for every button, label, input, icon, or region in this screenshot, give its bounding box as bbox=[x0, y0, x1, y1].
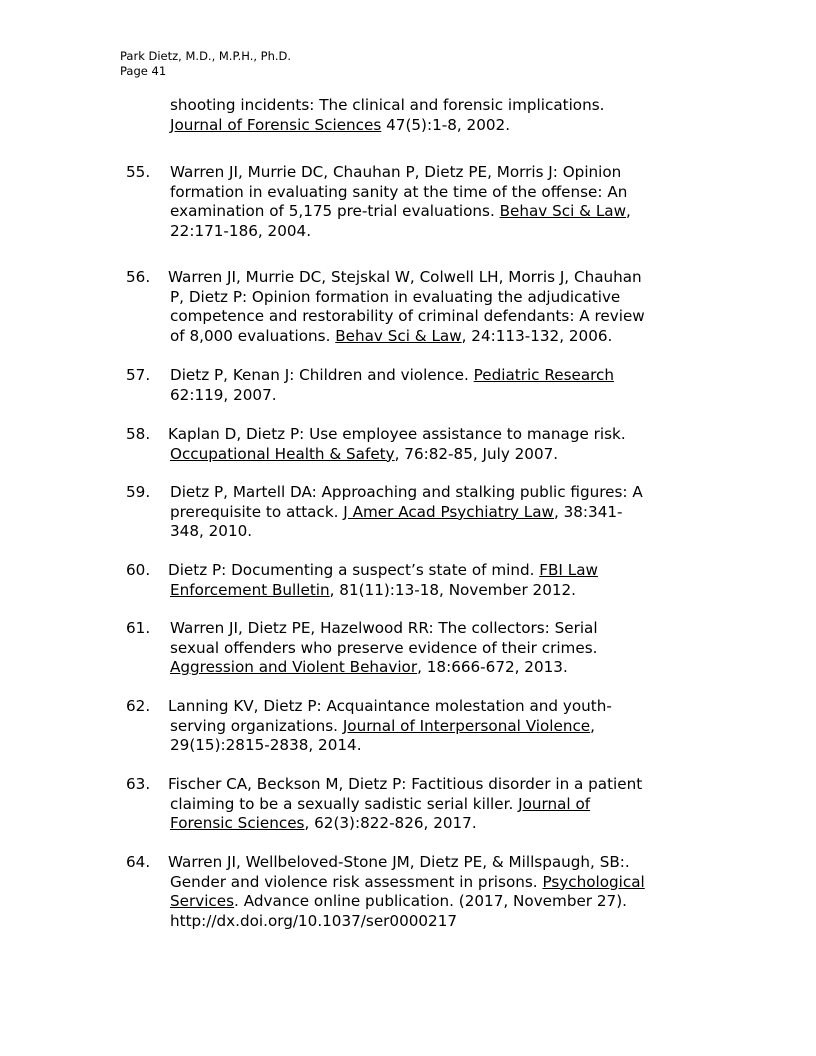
ref-text-line bbox=[170, 658, 706, 678]
ref-text-line bbox=[170, 116, 706, 136]
ref-text-line bbox=[170, 445, 706, 465]
journal-title: Aggression and Violent Behavior bbox=[170, 658, 418, 677]
ref-text-line bbox=[170, 892, 706, 912]
ref-text-line: competence and restorability of criminal defendants: A review bbox=[170, 307, 645, 326]
ref-text: , 18:666-672, 2013. bbox=[417, 658, 568, 677]
ref-text-line bbox=[170, 202, 706, 222]
ref-text-line bbox=[170, 795, 706, 815]
reference-number: 64. bbox=[126, 853, 151, 871]
ref-text: Gender and violence risk assessment in prisons. bbox=[170, 872, 543, 891]
reference-59 bbox=[126, 483, 706, 542]
ref-text-line: Warren JI, Dietz PE, Hazelwood RR: The collectors: Serial bbox=[170, 619, 598, 637]
ref-text: examination of 5,175 pre-trial evaluations. bbox=[170, 202, 500, 221]
ref-text-line bbox=[170, 366, 706, 386]
journal-title: Enforcement Bulletin bbox=[170, 580, 330, 599]
ref-text: , 38:341- bbox=[553, 502, 623, 521]
ref-text-line: sexual offenders who preserve evidence of their crimes. bbox=[170, 638, 598, 657]
reference-number: 63. bbox=[126, 775, 151, 793]
journal-title: Services bbox=[170, 892, 235, 911]
journal-title: Journal of bbox=[518, 794, 591, 813]
ref-text: , bbox=[626, 202, 631, 221]
ref-text: prerequisite to attack. bbox=[170, 502, 344, 521]
ref-text: , bbox=[590, 716, 595, 735]
journal-title: Occupational Health & Safety bbox=[170, 444, 395, 463]
ref-text: , 76:82-85, July 2007. bbox=[394, 444, 559, 463]
ref-text-line: P, Dietz P: Opinion formation in evaluating the adjudicative bbox=[170, 287, 621, 306]
reference-number: 55. bbox=[126, 163, 151, 181]
reference-number: 56. bbox=[126, 268, 151, 286]
header-page-number: Page 41 bbox=[120, 64, 167, 78]
reference-number: 59. bbox=[126, 483, 151, 501]
journal-title: Psychological bbox=[542, 872, 645, 891]
ref-text-line: Dietz P, Martell DA: Approaching and stalking public figures: A bbox=[170, 483, 643, 501]
reference-number: 62. bbox=[126, 697, 151, 715]
ref-text: , 62(3):822-826, 2017. bbox=[304, 814, 477, 833]
ref-text-line bbox=[170, 581, 706, 601]
journal-title: Journal of Forensic Sciences bbox=[170, 115, 382, 134]
ref-text-line: formation in evaluating sanity at the time of the offense: An bbox=[170, 182, 628, 201]
ref-text-line bbox=[168, 561, 706, 581]
ref-text-line bbox=[170, 717, 706, 737]
journal-title: J Amer Acad Psychiatry Law bbox=[343, 502, 554, 521]
journal-title: Journal of Interpersonal Violence bbox=[342, 716, 591, 735]
journal-title: Behav Sci & Law bbox=[499, 202, 627, 221]
ref-text-line: Warren JI, Murrie DC, Chauhan P, Dietz PE, Morris J: Opinion bbox=[170, 163, 622, 181]
ref-text-line: 348, 2010. bbox=[170, 522, 253, 541]
journal-title: Pediatric Research bbox=[473, 366, 615, 384]
ref-text-line: 29(15):2815-2838, 2014. bbox=[170, 736, 362, 755]
ref-text-line: Fischer CA, Beckson M, Dietz P: Factitious disorder in a patient bbox=[168, 775, 643, 793]
reference-56 bbox=[126, 268, 706, 346]
reference-58 bbox=[126, 425, 706, 464]
ref-text-line bbox=[170, 814, 706, 834]
reference-61 bbox=[126, 619, 706, 678]
ref-text: , 81(11):13-18, November 2012. bbox=[329, 580, 577, 599]
ref-text-line: shooting incidents: The clinical and forensic implications. bbox=[170, 96, 605, 114]
ref-text: Dietz P, Kenan J: Children and violence. bbox=[170, 366, 474, 384]
ref-text-line: 22:171-186, 2004. bbox=[170, 221, 312, 240]
reference-57 bbox=[126, 366, 706, 405]
ref-text: . Advance online publication. (2017, November 27). bbox=[234, 892, 627, 911]
ref-text-line: Warren JI, Murrie DC, Stejskal W, Colwell LH, Morris J, Chauhan bbox=[168, 268, 642, 286]
journal-title: Forensic Sciences bbox=[170, 814, 305, 833]
ref-text: of 8,000 evaluations. bbox=[170, 326, 336, 345]
reference-number: 61. bbox=[126, 619, 151, 637]
reference-60 bbox=[126, 561, 706, 600]
reference-55 bbox=[126, 163, 706, 241]
reference-62 bbox=[126, 697, 706, 756]
ref-text-line: Lanning KV, Dietz P: Acquaintance molestation and youth- bbox=[168, 697, 612, 715]
reference-number: 57. bbox=[126, 366, 151, 384]
ref-text-line bbox=[170, 327, 706, 347]
ref-text: Dietz P: Documenting a suspect’s state of mind. bbox=[168, 561, 540, 579]
reference-number: 60. bbox=[126, 561, 151, 579]
ref-text-line bbox=[170, 503, 706, 523]
doi-link: http://dx.doi.org/10.1037/ser0000217 bbox=[170, 911, 458, 930]
ref-text-line: Kaplan D, Dietz P: Use employee assistance to manage risk. bbox=[168, 425, 626, 443]
page-header bbox=[120, 49, 291, 79]
ref-citation-detail: 47(5):1-8, 2002. bbox=[381, 115, 511, 134]
journal-title: FBI Law bbox=[539, 561, 598, 579]
ref-text: , 24:113-132, 2006. bbox=[461, 326, 613, 345]
reference-continuation bbox=[126, 96, 706, 135]
reference-64 bbox=[126, 853, 706, 931]
ref-text: serving organizations. bbox=[170, 716, 343, 735]
journal-title: Behav Sci & Law bbox=[335, 326, 462, 345]
header-author: Park Dietz, M.D., M.P.H., Ph.D. bbox=[120, 49, 292, 63]
ref-text-line: 62:119, 2007. bbox=[170, 385, 277, 404]
ref-text: claiming to be a sexually sadistic serial killer. bbox=[170, 794, 519, 813]
ref-text-line: Warren JI, Wellbeloved-Stone JM, Dietz PE, & Millspaugh, SB:. bbox=[168, 853, 630, 871]
reference-number: 58. bbox=[126, 425, 151, 443]
reference-63 bbox=[126, 775, 706, 834]
ref-text-line bbox=[170, 873, 706, 893]
